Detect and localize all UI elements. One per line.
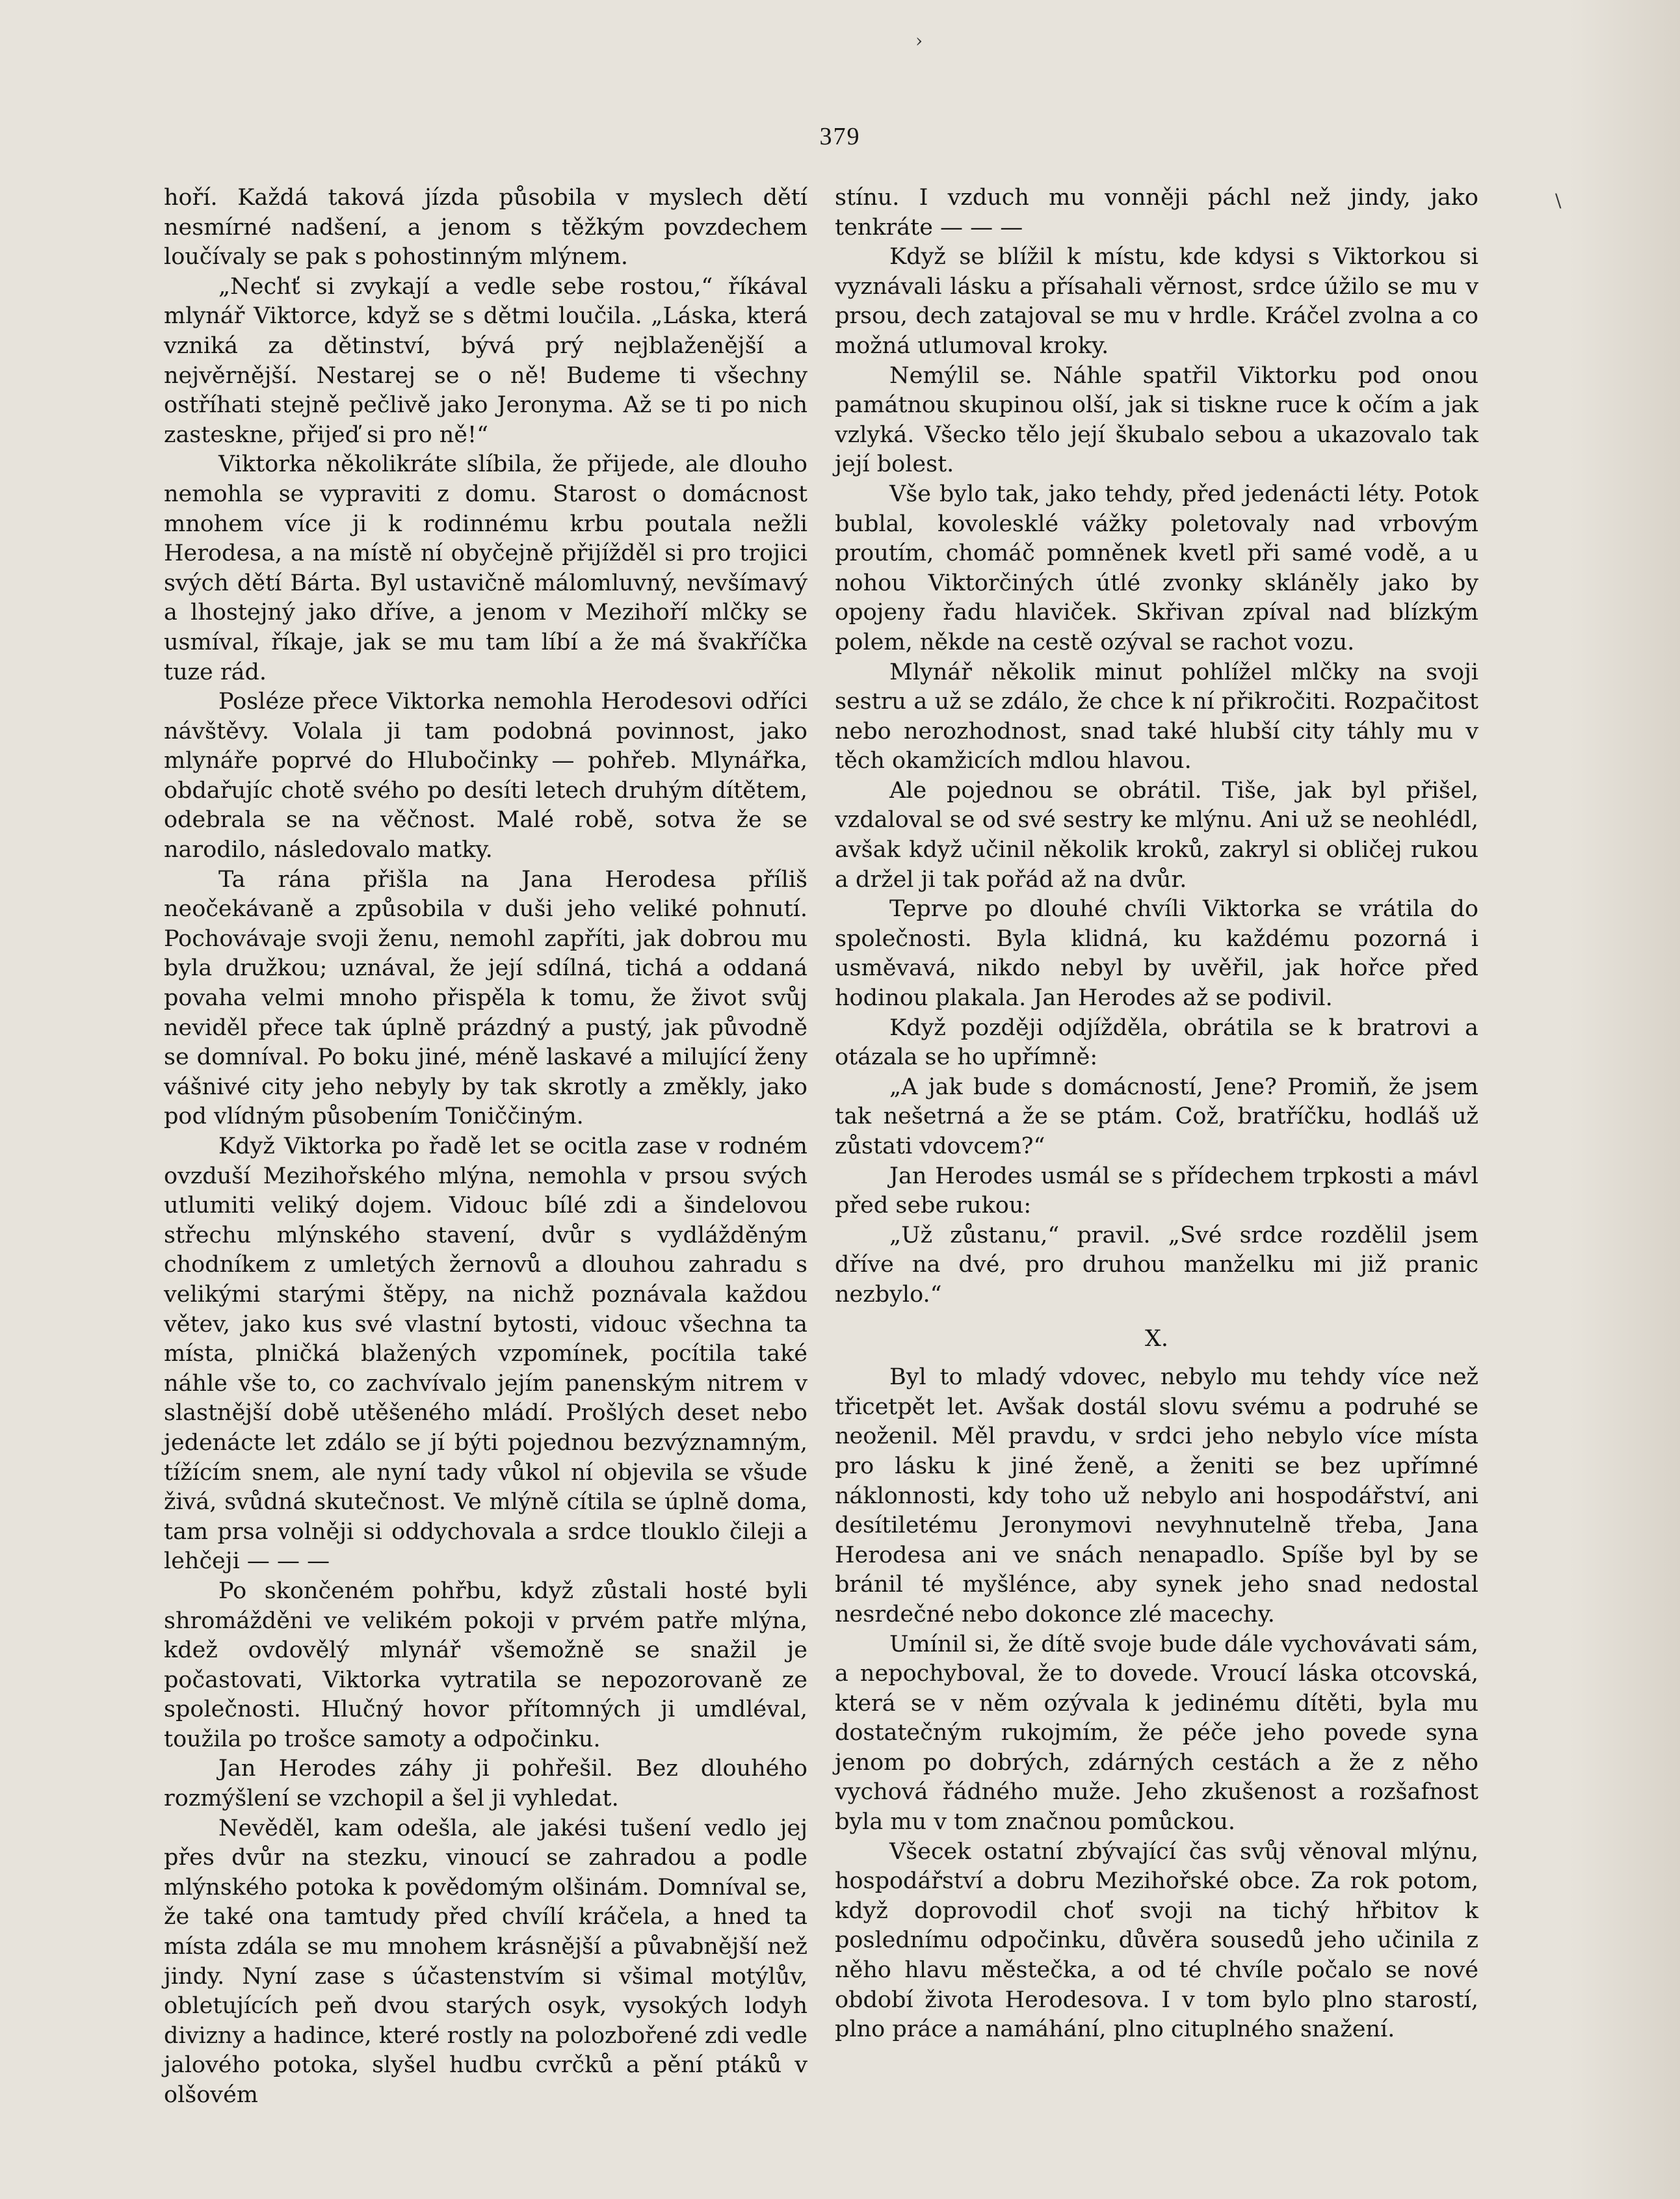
paragraph: Posléze přece Viktorka nemohla Herodesovi odříci návštěvy. Volala ji tam podobná povinnost, jako mlynáře poprvé do Hlubočinky — pohřeb. Mlynářka, obdařujíc chotě svého po desíti letech druhým dítětem, odebrala se na věčnost. Malé robě, sotva že se narodilo, následovalo matky. xyxy=(164,689,807,863)
right-column xyxy=(835,183,1478,2045)
paragraph: Jan Herodes záhy ji pohřešil. Bez dlouhého rozmýšlení se vzchopil a šel ji vyhledat. xyxy=(164,1756,807,1812)
paragraph: Nemýlil se. Náhle spatřil Viktorku pod onou památnou skupinou olší, jak si tiskne ruce k očím a jak vzlyká. Všecko tělo její škubalo sebou a ukazovalo tak její bolest. xyxy=(835,362,1478,478)
page-edge-shadow xyxy=(1569,0,1680,2199)
paragraph: Jan Herodes usmál se s přídechem trpkosti a mávl před sebe rukou: xyxy=(835,1163,1478,1219)
paragraph: Ta rána přišla na Jana Herodesa příliš neočekávaně a způsobila v duši jeho veliké pohnutí. Pochovávaje svoji ženu, nemohl zapříti, jak dobrou mu byla družkou; uznával, že její sdílná, tichá a oddaná povaha velmi mnoho přispěla k tomu, že život svůj neviděl přece tak úplně prázdný a pustý, jak původně se domníval. Po boku jiné, méně laskavé a milující ženy vášnivé city jeho nebyly by tak skrotly a změkly, jako pod vlídným působením Toniččiným. xyxy=(164,866,807,1130)
page-number: 379 xyxy=(819,123,861,150)
paragraph: Byl to mladý vdovec, nebylo mu tehdy více než třicetpět let. Avšak dostál slovu svému a podruhé se neoženil. Měl pravdu, v srdci jeho nebylo více místa pro lásku k jiné ženě, a ženiti se bez upřímné náklonnosti, kdy toho už nebylo ani hospodářství, ani desítiletému Jeronymovi nevyhnutelně třeba, Jana Herodesa ani ve snách nenapadlo. Spíše byl by se bránil té myšlénce, aby synek jeho snad nedostal nesrdečné nebo dokonce zlé macechy. xyxy=(835,1364,1478,1627)
paragraph: Vše bylo tak, jako tehdy, před jedenácti léty. Potok bublal, kovolesklé vážky poletovaly nad vrbovým proutím, chomáč pomněnek kvetl při samé vodě, a u nohou Viktorčiných útlé zvonky skláněly jako by opojeny řadu hlaviček. Skřivan zpíval nad blízkým polem, někde na cestě ozýval se rachot vozu. xyxy=(835,481,1478,655)
paragraph: Ale pojednou se obrátil. Tiše, jak byl přišel, vzdaloval se od své sestry ke mlýnu. Ani už se neohlédl, avšak když učinil několik kroků, zakryl si obličej rukou a držel ji tak pořád až na dvůr. xyxy=(835,777,1478,893)
paragraph: Všecek ostatní zbývající čas svůj věnoval mlýnu, hospodářství a dobru Mezihořské obce. Za rok potom, když doprovodil choť svoji na tichý hřbitov k poslednímu odpočinku, důvěra sousedů jeho učinila z něho hlavu městečka, a od té chvíle počalo se nové období života Herodesova. I v tom bylo plno starostí, plno práce a namáhání, plno cituplného snažení. xyxy=(835,1838,1478,2043)
paragraph: „Už zůstanu,“ pravil. „Své srdce rozdělil jsem dříve na dvé, pro druhou manželku mi již pranic nezbylo.“ xyxy=(835,1222,1478,1308)
paragraph: Viktorka několikráte slíbila, že přijede, ale dlouho nemohla se vypraviti z domu. Starost o domácnost mnohem více ji k rodinnému krbu poutala nežli Herodesa, a na místě ní obyčejně přijížděl si pro trojici svých dětí Bárta. Byl ustavičně málomluvný, nevšímavý a lhostejný jako dříve, a jenom v Mezihoří mlčky se usmíval, říkaje, jak se mu tam líbí a že má švakříčka tuze rád. xyxy=(164,451,807,685)
paragraph: „A jak bude s domácností, Jene? Promiň, že jsem tak nešetrná a že se ptám. Což, bratříčku, hodláš už zůstati vdovcem?“ xyxy=(835,1073,1478,1159)
chapter-heading: X. xyxy=(1144,1325,1169,1352)
paragraph: Teprve po dlouhé chvíli Viktorka se vrátila do společnosti. Byla klidná, ku každému pozorná i usměvavá, nikdo nebyl by uvěřil, jak hořce před hodinou plakala. Jan Herodes až se podivil. xyxy=(835,896,1478,1012)
left-column xyxy=(164,183,807,2111)
paragraph: Po skončeném pohřbu, když zůstali hosté byli shromážděni ve velikém pokoji v prvém patře mlýna, kdež ovdovělý mlynář všemožně se snažil je počastovati, Viktorka vytratila se nepozorovaně ze společnosti. Hlučný hovor přítomných ji umdléval, toužila po trošce samoty a odpočinku. xyxy=(164,1577,807,1752)
side-mark: \ xyxy=(1555,190,1562,211)
paragraph: hoří. Každá taková jízda působila v myslech dětí nesmírné nadšení, a jenom s těžkým povzdechem loučívaly se pak s pohostinným mlýnem. xyxy=(164,185,807,270)
paragraph: Když se blížil k místu, kde kdysi s Viktorkou si vyznávali lásku a přísahali věrnost, srdce úžilo se mu v prsou, dech zatajoval se mu v hrdle. Kráčel zvolna a co možná utlumoval kroky. xyxy=(835,244,1478,359)
paragraph: Když později odjížděla, obrátila se k bratrovi a otázala se ho upřímně: xyxy=(835,1014,1478,1071)
paragraph: stínu. I vzduch mu vonněji páchl než jindy, jako tenkráte — — — xyxy=(835,185,1478,241)
paragraph: Nevěděl, kam odešla, ale jakési tušení vedlo jej přes dvůr na stezku, vinoucí se zahradou a podle mlýnského potoka k povědomým olšinám. Domníval se, že také ona tamtudy před chvílí kráčela, a hned ta místa zdála se mu mnohem krásnější a půvabnější než jindy. Nyní zase s účastenstvím si všimal motýlův, obletujících peň dvou starých osyk, vysokých lodyh divizny a hadince, které rostly na polozbořené zdi vedle jalového potoka, slyšel hudbu cvrčků a pění ptáků v olšovém xyxy=(164,1815,807,2108)
paragraph: Když Viktorka po řadě let se ocitla zase v rodném ovzduší Mezihořského mlýna, nemohla v prsou svých utlumiti veliký dojem. Vidouc bílé zdi a šindelovou střechu mlýnského stavení, dvůr s vydlážděným chodníkem z umletých žernovů a dlouhou zahradu s velikými starými štěpy, na nichž poznávala každou větev, jako kus své vlastní bytosti, vidouc všechna ta místa, plničká blažených vzpomínek, pocítila také náhle vše to, co zachvívalo jejím panenským nitrem v slastnější době utěšeného mládí. Prošlých deset nebo jedenácte let zdálo se jí býti pojednou bezvýznamným, tížícím snem, ale nyní tady vůkol ní objevila se všude živá, svůdná skutečnost. Ve mlýně cítila se úplně doma, tam prsa volněji si oddychovala a srdce tlouklo čileji a lehčeji — — — xyxy=(164,1133,807,1575)
paragraph: „Nechť si zvykají a vedle sebe rostou,“ říkával mlynář Viktorce, když se s dětmi loučila. „Láska, která vzniká za dětinství, bývá prý nejblaženější a nejvěrnější. Nestarej se o ně! Budeme ti všechny ostříhati stejně pečlivě jako Jeronyma. Až se ti po nich zasteskne, přijeď si pro ně!“ xyxy=(164,273,807,448)
paragraph: Umínil si, že dítě svoje bude dále vychovávati sám, a nepochyboval, že to dovede. Vroucí láska otcovská, která se v něm ozývala k jedinému dítěti, byla mu dostatečným rukojmím, že péče jeho povede syna jenom po dobrých, zdárných cestách a že z něho vychová řádného muže. Jeho zkušenost a rozšafnost byla mu v tom značnou pomůckou. xyxy=(835,1631,1478,1836)
paragraph: Mlynář několik minut pohlížel mlčky na svoji sestru a už se zdálo, že chce k ní přikročiti. Rozpačitost nebo nerozhodnost, snad také hlubší city táhly mu v těch okamžicích mdlou hlavou. xyxy=(835,659,1478,774)
top-mark: › xyxy=(915,30,923,51)
